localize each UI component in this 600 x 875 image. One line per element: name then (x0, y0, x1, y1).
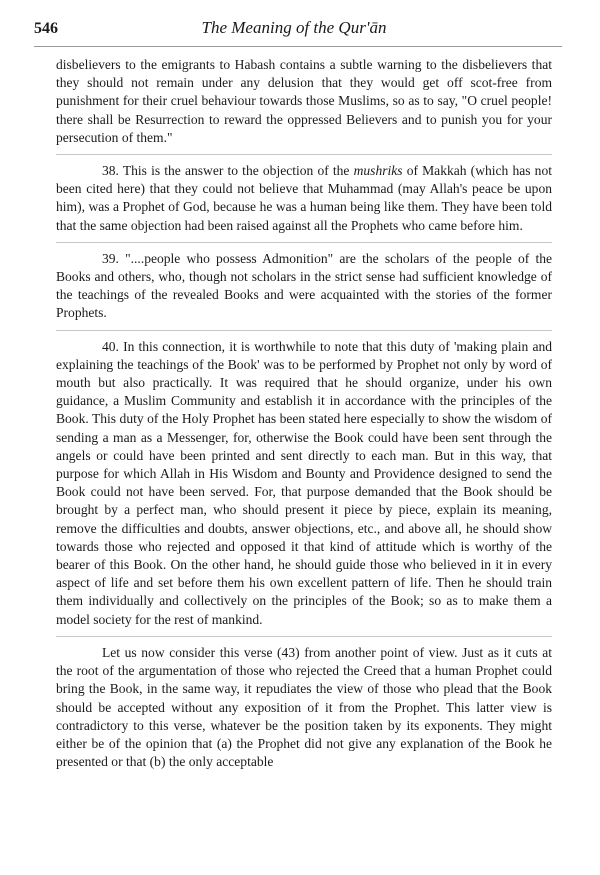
page-number: 546 (34, 20, 58, 37)
page-header (34, 18, 554, 48)
note-40: 40. In this connection, it is worthwhile to note that this duty of 'making plain and explaining the teachings of the Book' was to be performed by Prophet not only by word of mouth but also practically. It was required that he should organize, under his own guidance, a Muslim Community and establish it in accordance with the principles of the Book. This duty of the Holy Prophet has been stated here especially to show the wisdom of sending a man as a Messenger, for, otherwise the Book could have been sent through the angels or could have been printed and sent directly to each man. But in this way, that purpose for which Allah in His Wisdom and Bounty and Providence designed to send the Book could not have been served. For, that purpose demanded that the Book should be brought by a perfect man, who should present it piece by piece, explain its meaning, remove the difficulties and doubts, answer objections, etc., and above all, he should show towards those who rejected and opposed it that kind of attitude which is worthy of the bearer of this Book. On the other hand, he should guide those who believed in it in every aspect of life and set before them his own excellent pattern of life. Then he should train them individually and collectively on the principles of the Book; so as to make them a model society for the rest of mankind. (56, 338, 552, 627)
note-divider (56, 330, 552, 331)
paragraph-continuation: disbelievers to the emigrants to Habash contains a subtle warning to the disbelievers that they should not remain under any delusion that they would get off scot-free from punishment for their cruel behaviour towards those Muslims, so as to say, "O cruel people! there shall be Resurrection to reward the oppressed Believers and to punish you for your persecution of them." (56, 57, 552, 145)
note-divider (56, 636, 552, 637)
note-38-after: of Makkah (which has not been cited here) that they could not believe that Muhammad (may Allah's peace be upon him), was a Prophet of God, because he was a human being like them. They have been told that the same objection had been raised against all the Prophets who came before him. (56, 163, 552, 233)
note-divider (56, 154, 552, 155)
note-38-before: 38. This is the answer to the objection of the (102, 163, 354, 179)
header-rule (34, 46, 562, 47)
page-body (56, 56, 552, 785)
note-39: 39. "....people who possess Admonition" are the scholars of the people of the Books and others, who, though not scholars in the strict sense had sufficient knowledge of the teachings of the revealed Books and were acquainted with the stories of the former Prophets. (56, 250, 552, 321)
note-38 (56, 162, 552, 235)
note-divider (56, 242, 552, 243)
note-38-emphasis: mushriks (353, 163, 403, 179)
paragraph-continued: Let us now consider this verse (43) from another point of view. Just as it cuts at the root of the argumentation of those who rejected the Creed that a human Prophet could bring the Book, in the same way, it repudiates the view of those who plead that the Book should be accepted without any exposition of it from the Prophet. This latter view is contradictory to this verse, whatever be the position taken by its exponents. They might either be of the opinion that (a) the Prophet did not give any explanation of the Book he presented or that (b) the only acceptable (56, 644, 552, 770)
running-title: The Meaning of the Qur'ān (201, 18, 387, 37)
